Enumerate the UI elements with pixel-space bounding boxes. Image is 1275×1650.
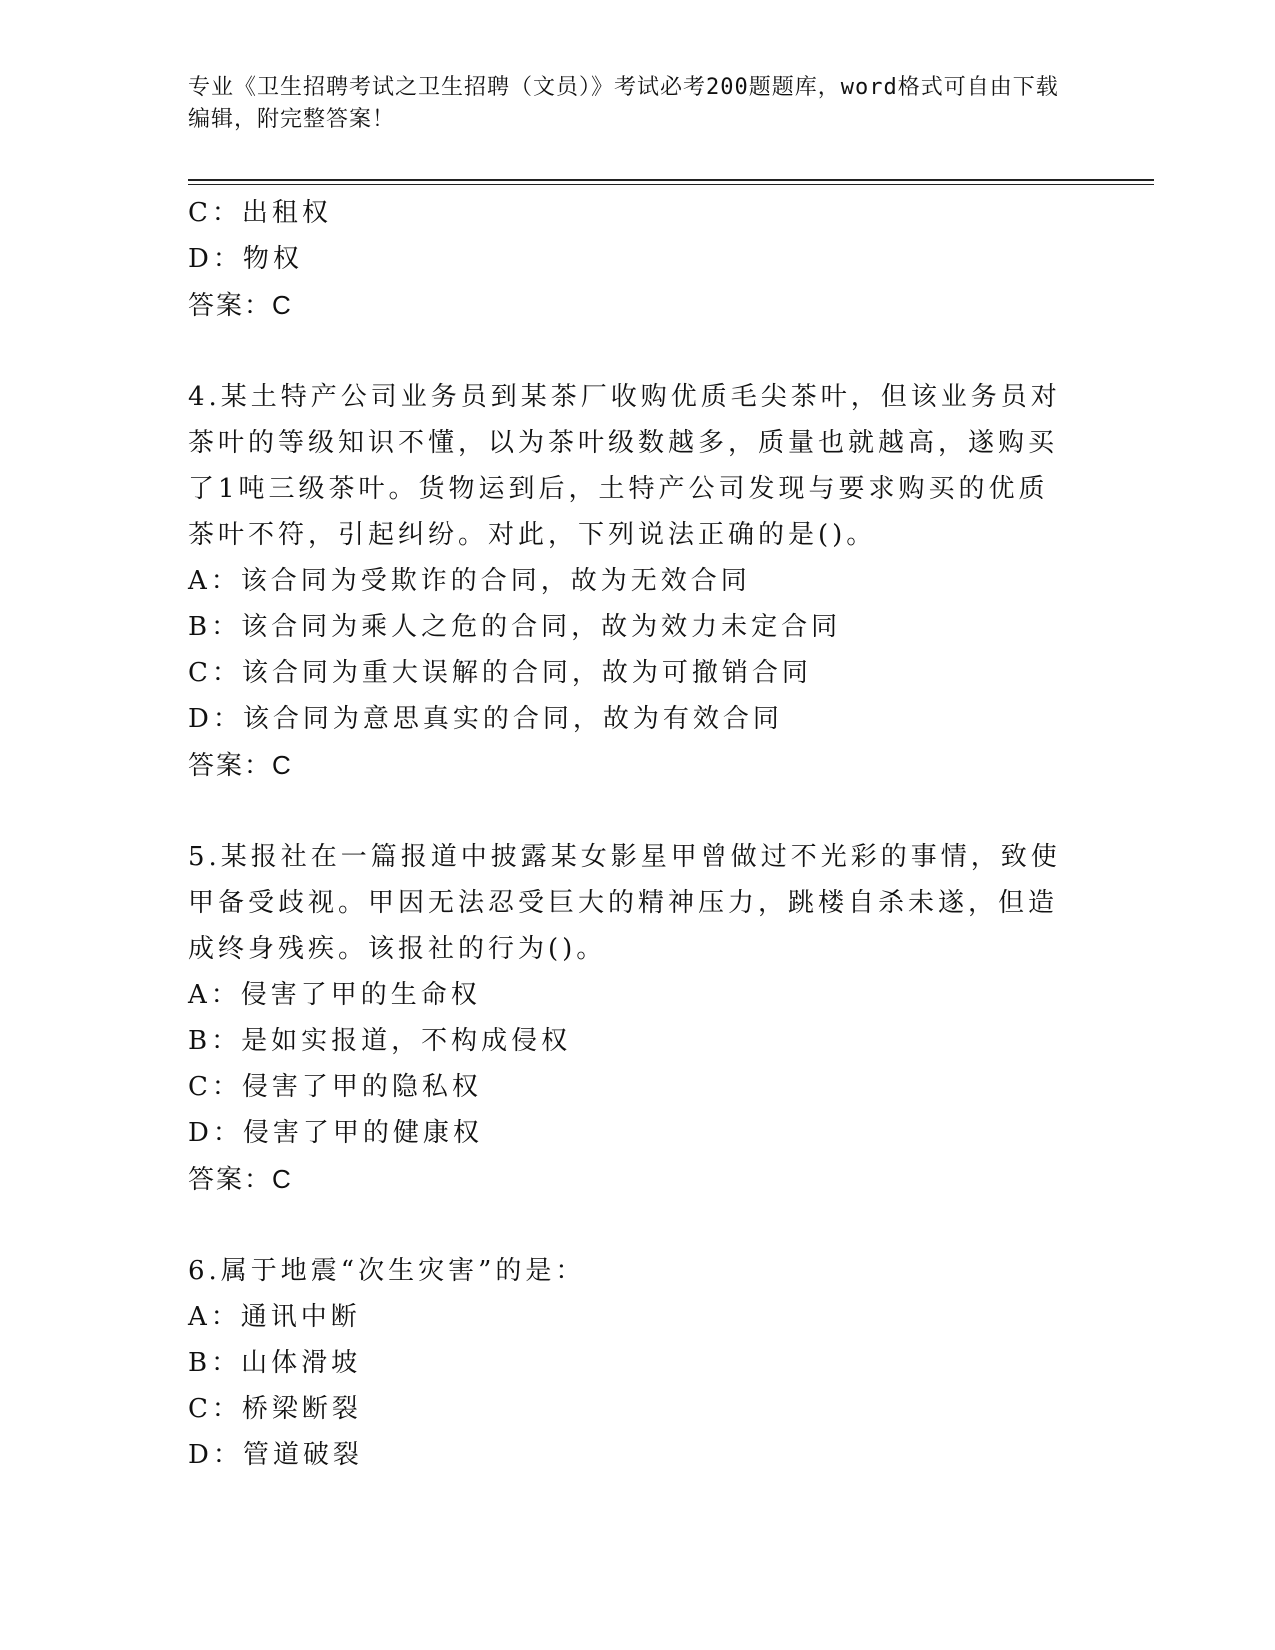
q5-option-a: A：侵害了甲的生命权 <box>188 980 481 1010</box>
q5-stem: 5.某报社在一篇报道中披露某女影星甲曾做过不光彩的事情，致使甲备受歧视。甲因无法忍受巨大的精神压力，跳楼自杀未遂，但造成终身残疾。该报社的行为()。 <box>188 842 1061 964</box>
q5-option-d: D：侵害了甲的健康权 <box>188 1118 483 1148</box>
q6-stem: 6.属于地震“次生灾害”的是： <box>188 1256 586 1286</box>
q4-option-a: A：该合同为受欺诈的合同，故为无效合同 <box>188 566 751 596</box>
spacer <box>188 788 1068 834</box>
q6-option-c: C：桥梁断裂 <box>188 1394 362 1424</box>
document-header: 专业《卫生招聘考试之卫生招聘（文员）》考试必考200题题库，word格式可自由下载编辑，附完整答案！ <box>188 75 1059 132</box>
q4-option-c: C：该合同为重大误解的合同，故为可撤销合同 <box>188 658 812 688</box>
q5-answer: 答案：C <box>188 1164 293 1194</box>
q6-option-b: B：山体滑坡 <box>188 1348 362 1378</box>
q4-option-d: D：该合同为意思真实的合同，故为有效合同 <box>188 704 783 734</box>
q4-answer: 答案：C <box>188 750 293 780</box>
spacer <box>188 1202 1068 1248</box>
q6-option-a: A：通讯中断 <box>188 1302 361 1332</box>
q5-option-b: B：是如实报道，不构成侵权 <box>188 1026 572 1056</box>
q3-answer: 答案：C <box>188 290 293 320</box>
header-rule-thick <box>188 179 1154 181</box>
q6-option-d: D：管道破裂 <box>188 1440 363 1470</box>
spacer <box>188 328 1068 374</box>
q5-option-c: C：侵害了甲的隐私权 <box>188 1072 482 1102</box>
q4-stem: 4.某土特产公司业务员到某茶厂收购优质毛尖茶叶，但该业务员对茶叶的等级知识不懂，以为茶叶级数越多，质量也就越高，遂购买了1吨三级茶叶。货物运到后，土特产公司发现与要求购买的优质茶叶不符，引起纠纷。对此，下列说法正确的是()。 <box>188 382 1061 550</box>
header-rule-thin <box>188 184 1154 185</box>
q3-option-d: D：物权 <box>188 244 303 274</box>
document-body <box>188 190 1068 1478</box>
q3-option-c: C：出租权 <box>188 198 332 228</box>
q4-option-b: B：该合同为乘人之危的合同，故为效力未定合同 <box>188 612 842 642</box>
